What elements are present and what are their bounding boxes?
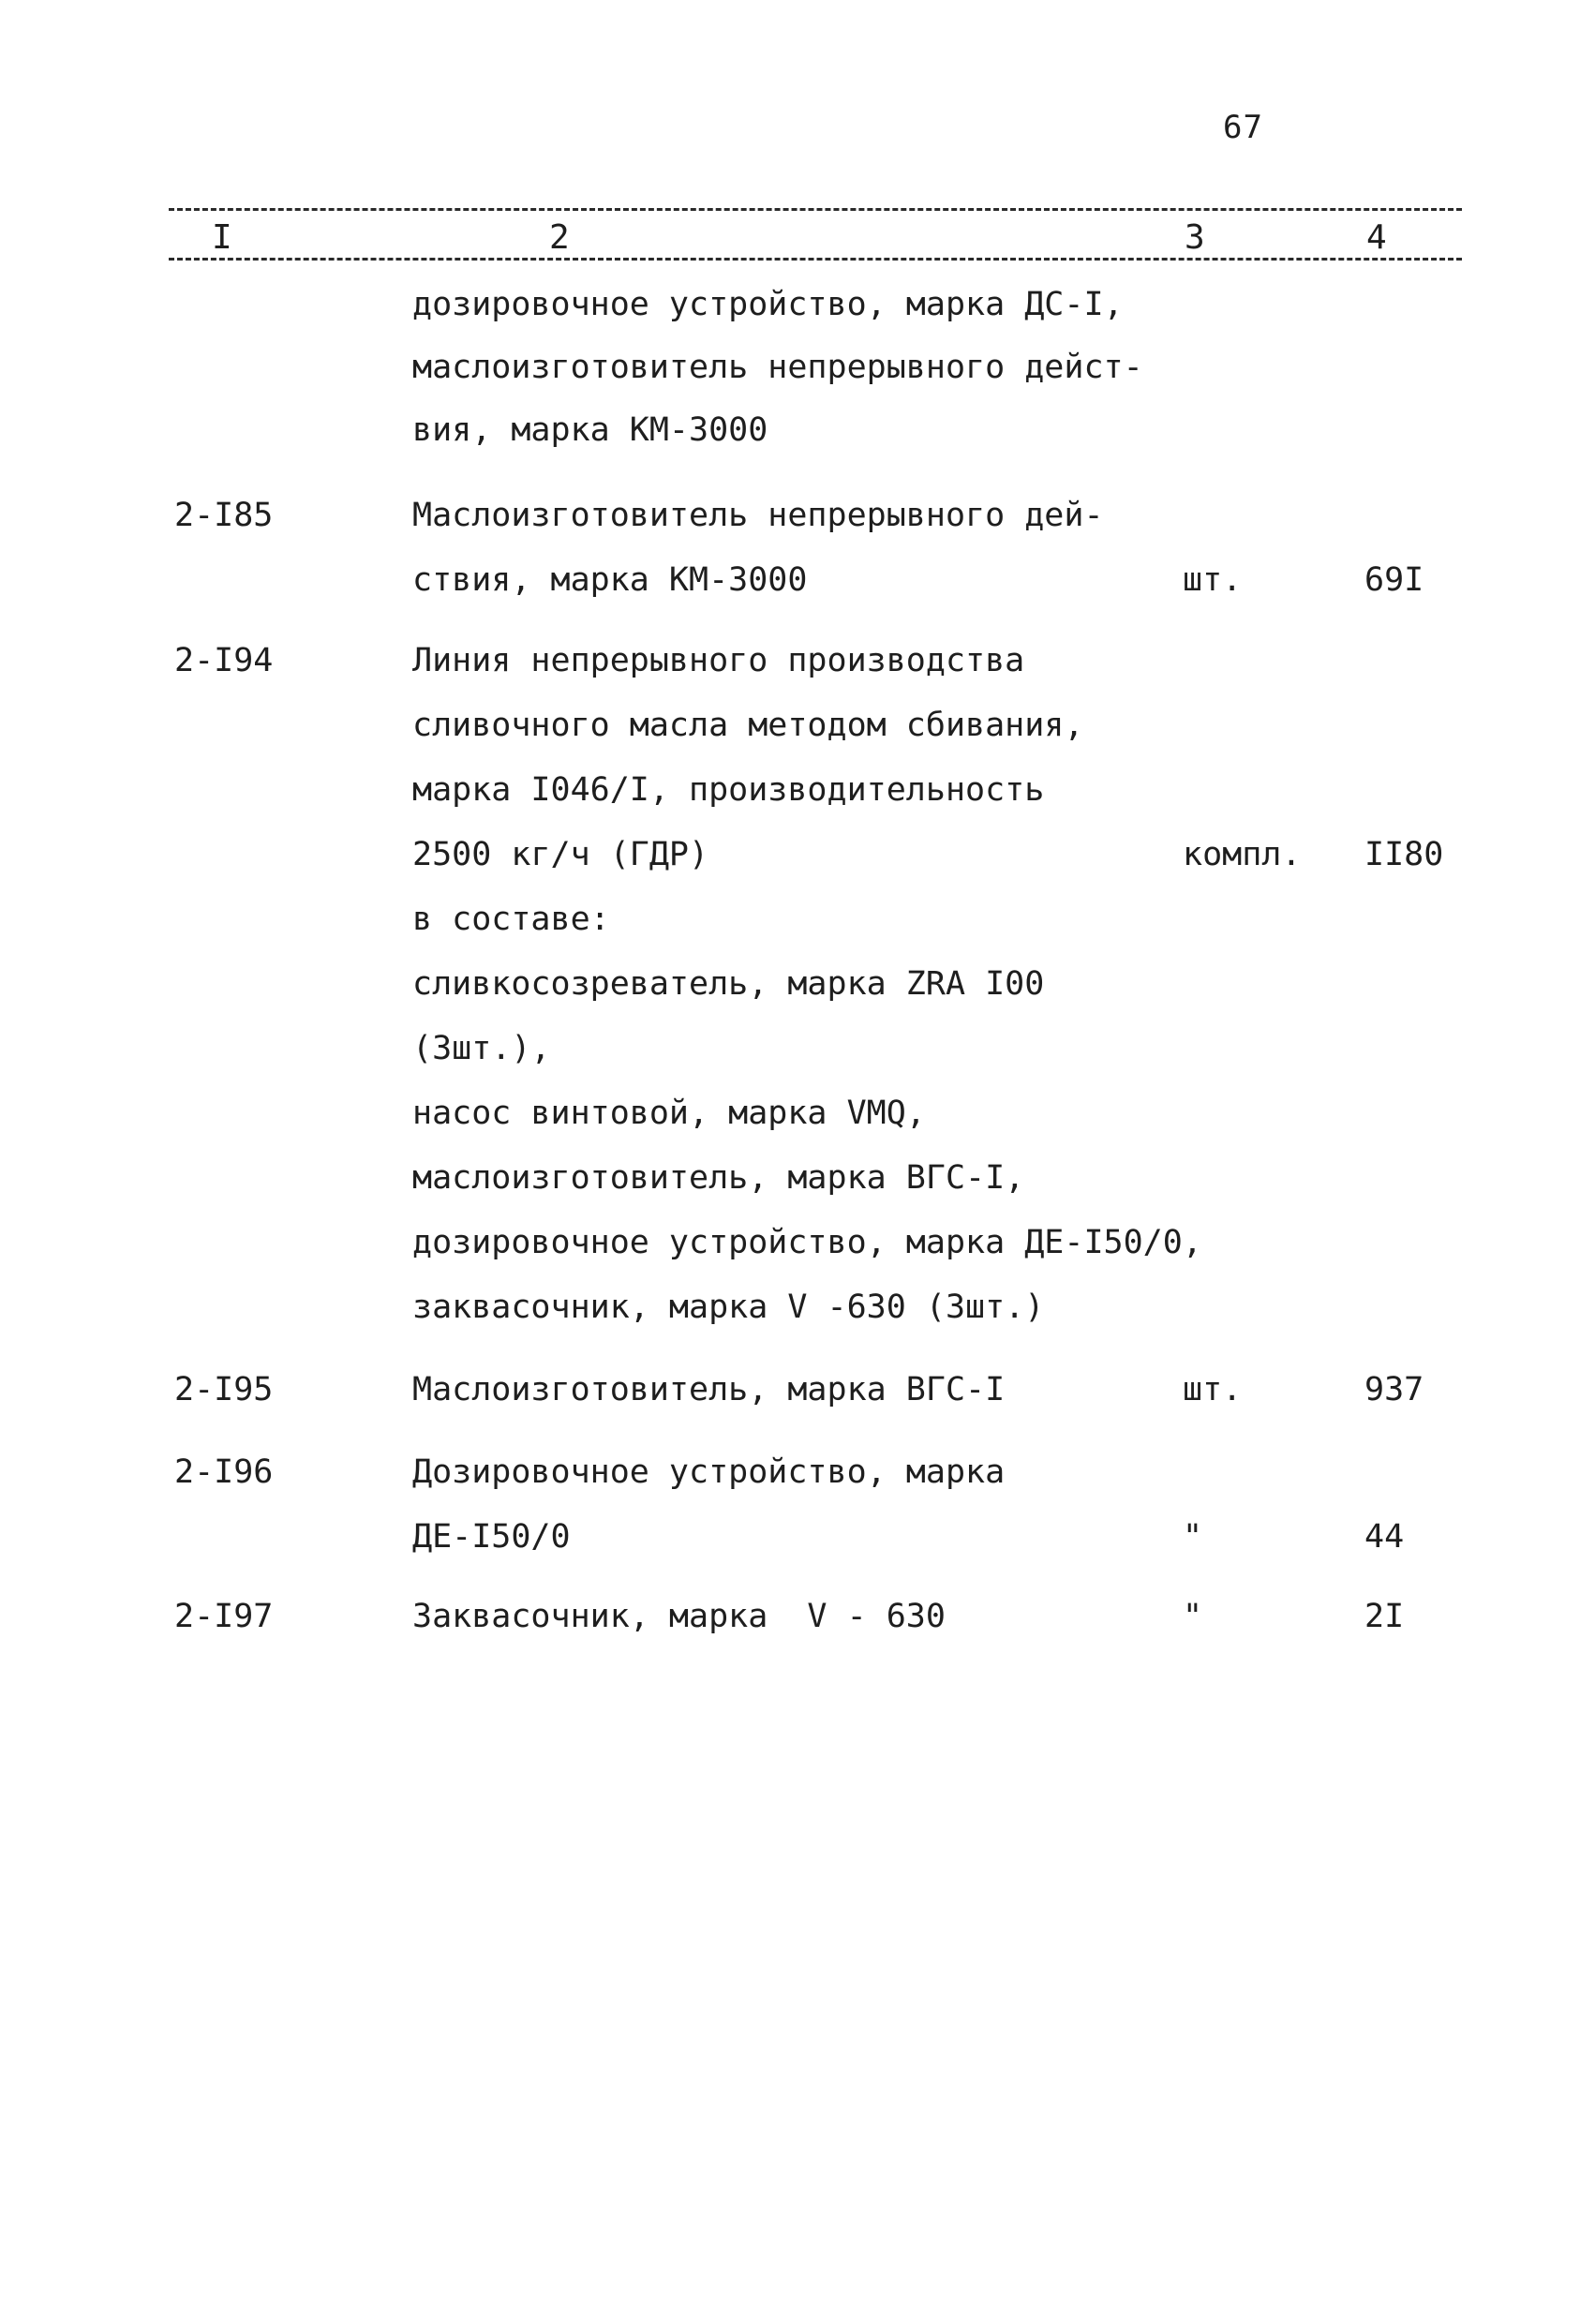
row-description-line: ствия, марка КМ-3000: [412, 561, 808, 599]
row-description-line: Линия непрерывного производства: [412, 642, 1025, 679]
row-code: 2-I97: [174, 1598, 274, 1635]
row-quantity: 69I: [1364, 561, 1424, 599]
row-code: 2-I94: [174, 642, 274, 679]
row-unit: шт.: [1183, 561, 1243, 599]
row-description-line: ДЕ-I50/0: [412, 1518, 571, 1556]
row-description-line: сливочного масла методом сбивания,: [412, 707, 1084, 744]
row-unit: компл.: [1183, 836, 1302, 873]
column-header-2: 2: [544, 218, 575, 257]
row-description-line: дозировочное устройство, марка ДЕ-I50/0,: [412, 1224, 1202, 1261]
header-dashed-rule-top: [169, 208, 1462, 211]
row-code: 2-I95: [174, 1371, 274, 1408]
row-quantity: 44: [1364, 1518, 1405, 1556]
row-description-line: вия, марка КМ-3000: [412, 411, 768, 449]
row-description-line: Маслоизготовитель непрерывного дей-: [412, 497, 1104, 534]
column-header-3: 3: [1179, 218, 1211, 257]
row-code: 2-I96: [174, 1453, 274, 1491]
row-description-line: Дозировочное устройство, марка: [412, 1453, 1006, 1491]
row-quantity: 2I: [1364, 1598, 1405, 1635]
row-description-line: 2500 кг/ч (ГДР): [412, 836, 709, 873]
row-description-line: маслоизготовитель, марка ВГС-I,: [412, 1159, 1025, 1197]
column-header-1: I: [206, 218, 238, 257]
row-description-line: в составе:: [412, 901, 610, 938]
row-unit: ": [1183, 1518, 1203, 1556]
row-unit: ": [1183, 1598, 1203, 1635]
row-description-line: маслоизготовитель непрерывного дейст-: [412, 349, 1143, 386]
row-description-line: (3шт.),: [412, 1030, 551, 1067]
row-description-line: Маслоизготовитель, марка ВГС-I: [412, 1371, 1006, 1408]
row-quantity: 937: [1364, 1371, 1424, 1408]
page-number: 67: [1223, 109, 1263, 146]
row-quantity: II80: [1364, 836, 1444, 873]
header-dashed-rule-bottom: [169, 258, 1462, 261]
row-description-line: дозировочное устройство, марка ДС-I,: [412, 286, 1124, 323]
row-code: 2-I85: [174, 497, 274, 534]
column-header-4: 4: [1361, 218, 1393, 257]
row-description-line: Заквасочник, марка V - 630: [412, 1598, 946, 1635]
row-description-line: насос винтовой, марка VMQ,: [412, 1095, 926, 1132]
row-unit: шт.: [1183, 1371, 1243, 1408]
row-description-line: марка I046/I, производительность: [412, 771, 1045, 809]
row-description-line: сливкосозреватель, марка ZRA I00: [412, 965, 1045, 1003]
row-description-line: заквасочник, марка V -630 (3шт.): [412, 1289, 1045, 1326]
